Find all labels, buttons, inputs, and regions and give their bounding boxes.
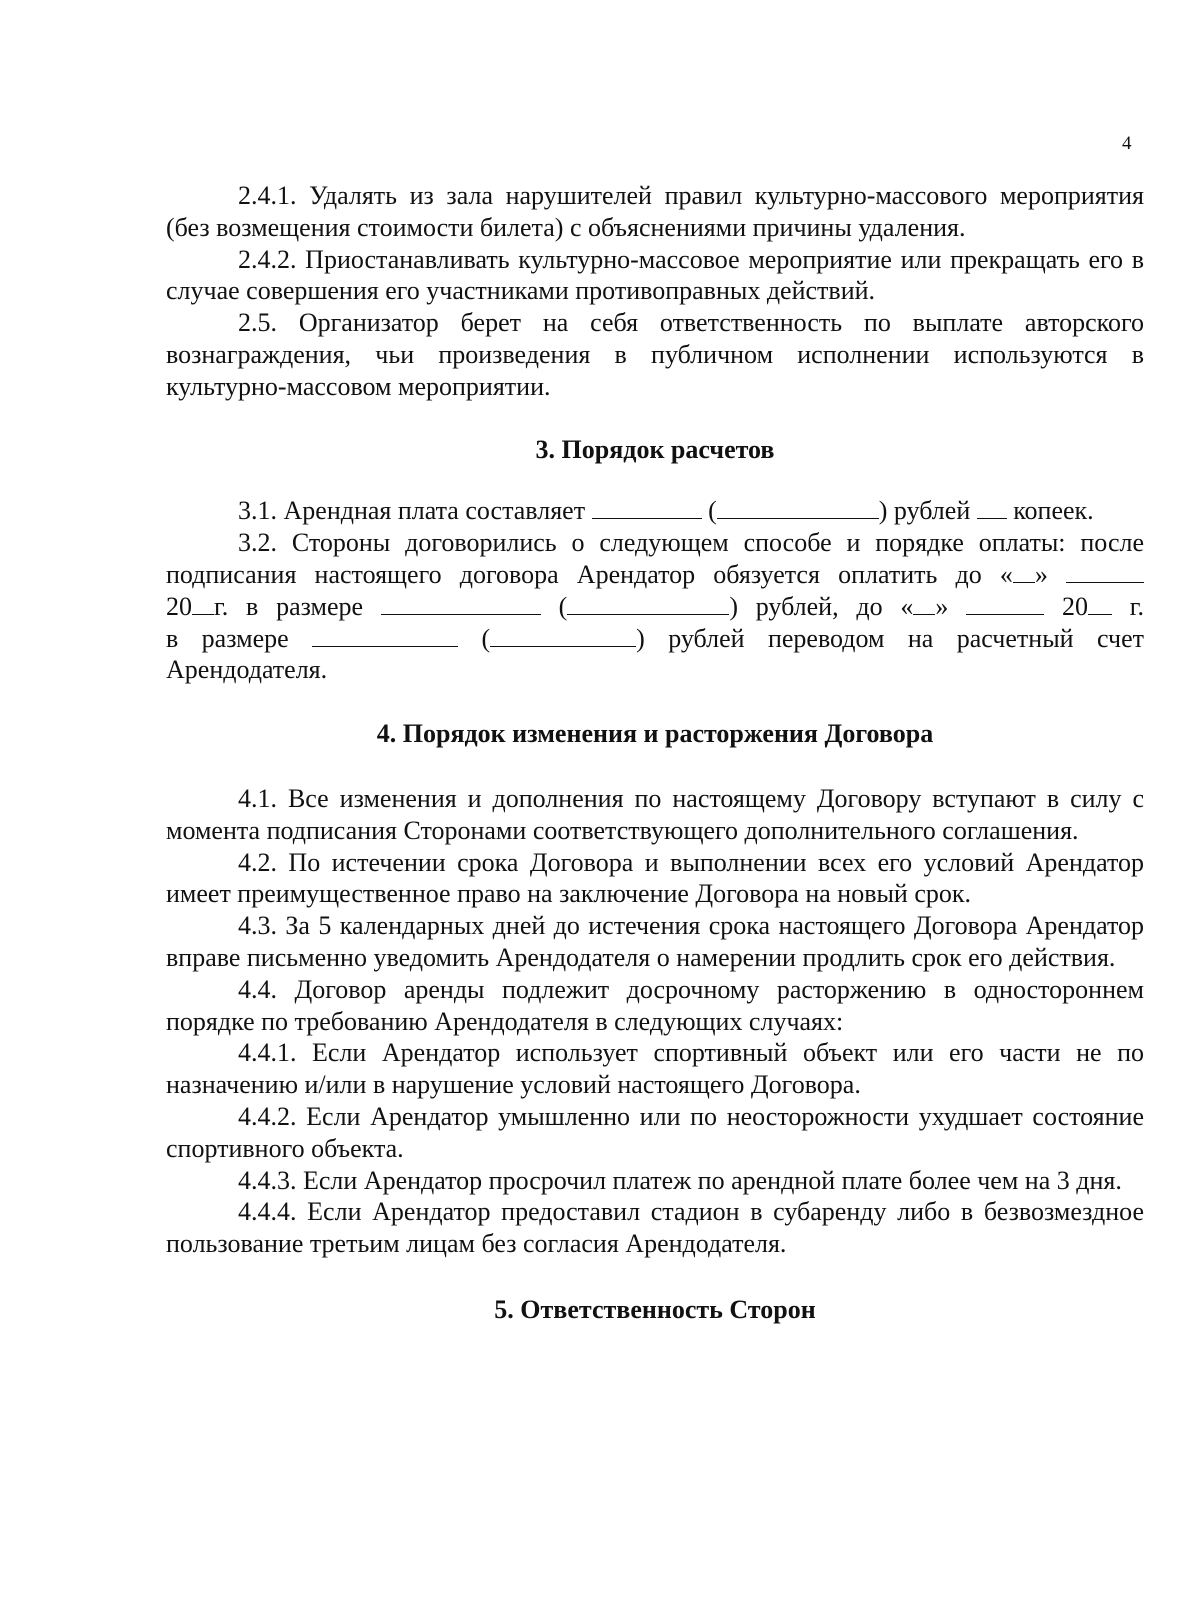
- quote-close: »: [1034, 559, 1048, 589]
- year-2-blank: [1088, 592, 1112, 615]
- open-paren-3: (: [481, 623, 491, 653]
- payment-2-blank: [312, 624, 458, 647]
- clause-4-1: 4.1. Все изменения и дополнения по настоящему Договору вступают в силу с момента подписания Сторонами соответствующего дополнительного соглашения.: [166, 783, 1144, 845]
- kopecks-blank: [977, 496, 1007, 519]
- clause-3-2-line-5: Арендодателя.: [166, 655, 328, 685]
- clause-4-2: 4.2. По истечении срока Договора и выполнении всех его условий Арендатор имеет преимущественное право на заключение Договора на новый срок.: [166, 847, 1144, 909]
- day-blank: [1013, 560, 1035, 583]
- clause-3-1-mid: ) рублей: [878, 496, 971, 526]
- clause-3-2-line-2: [166, 559, 1144, 591]
- day-2-blank: [913, 592, 935, 615]
- section-5-heading: 5. Ответственность Сторон: [494, 1294, 816, 1324]
- clause-4-4-4: 4.4.4. Если Арендатор предоставил стадион в субаренду либо в безвозмездное пользование третьим лицам без согласия Арендодателя.: [166, 1197, 1144, 1259]
- year-g-label-2: г.: [1129, 591, 1145, 621]
- clause-4-4-1: 4.4.1. Если Арендатор использует спортивный объект или его части не по назначению и/или в нарушение условий настоящего Договора.: [166, 1038, 1144, 1100]
- payment-2-words-blank: [490, 624, 636, 647]
- clause-4-3: 4.3. За 5 календарных дней до истечения срока настоящего Договора Арендатор вправе письменно уведомить Арендодателя о намерении продлить срок его действия.: [166, 911, 1144, 972]
- quote-close-2: »: [935, 591, 949, 621]
- month-blank: [1066, 560, 1144, 583]
- clause-3-2-line-4: [166, 623, 1144, 655]
- clause-2-5: 2.5. Организатор берет на себя ответственность по выплате авторского вознаграждения, чьи произведения в публичном исполнении используются в культурно-массовом мероприятии.: [166, 308, 1144, 401]
- clause-3-1: [166, 495, 1144, 527]
- clause-2-4-2: 2.4.2. Приостанавливать культурно-массовое мероприятие или прекращать его в случае совершения его участниками противоправных действий.: [166, 244, 1144, 306]
- amount-blank: [592, 496, 702, 519]
- clause-3-2-line-2-lead: подписания настоящего договора Арендатор обязуется оплатить до «: [166, 559, 1013, 589]
- amount-words-blank: [717, 496, 879, 519]
- clause-3-2-line-4-mid: ) рублей переводом на расчетный счет: [636, 623, 1144, 653]
- clause-4-4-2: 4.4.2. Если Арендатор умышленно или по неосторожности ухудшает состояние спортивного объекта.: [166, 1101, 1144, 1163]
- clause-3-1-tail: копеек.: [1013, 496, 1094, 526]
- page-number: 4: [1122, 133, 1132, 154]
- document-body: [166, 180, 1144, 1326]
- year-blank: [192, 592, 214, 615]
- clause-4-4-3: 4.4.3. Если Арендатор просрочил платеж по арендной плате более чем на 3 дня.: [238, 1165, 1122, 1195]
- year-prefix-2: 20: [1062, 591, 1088, 621]
- section-4-heading: 4. Порядок изменения и расторжения Договора: [376, 719, 934, 749]
- clause-3-1-lead: 3.1. Арендная плата составляет: [238, 496, 586, 526]
- clause-2-4-1: 2.4.1. Удалять из зала нарушителей правил культурно-массового мероприятия (без возмещения стоимости билета) с объяснениями причины удаления.: [166, 181, 1144, 242]
- year-g-label: г. в размере: [214, 591, 364, 621]
- payment-1-words-blank: [567, 592, 729, 615]
- open-paren-2: (: [558, 591, 568, 621]
- open-paren: (: [708, 496, 717, 526]
- payment-1-blank: [381, 592, 541, 615]
- clause-3-2-line-1: 3.2. Стороны договорились о следующем способе и порядке оплаты: после: [238, 528, 1144, 558]
- section-3-heading: 3. Порядок расчетов: [535, 434, 775, 464]
- year-prefix: 20: [166, 591, 192, 621]
- clause-3-2-line-3-mid: ) рублей, до «: [729, 591, 914, 621]
- clause-3-2-line-4-lead: в размере: [166, 623, 289, 653]
- month-2-blank: [966, 592, 1044, 615]
- clause-3-2-line-3: [166, 591, 1144, 623]
- clause-4-4: 4.4. Договор аренды подлежит досрочному расторжению в одностороннем порядке по требованию Арендодателя в следующих случаях:: [166, 974, 1144, 1036]
